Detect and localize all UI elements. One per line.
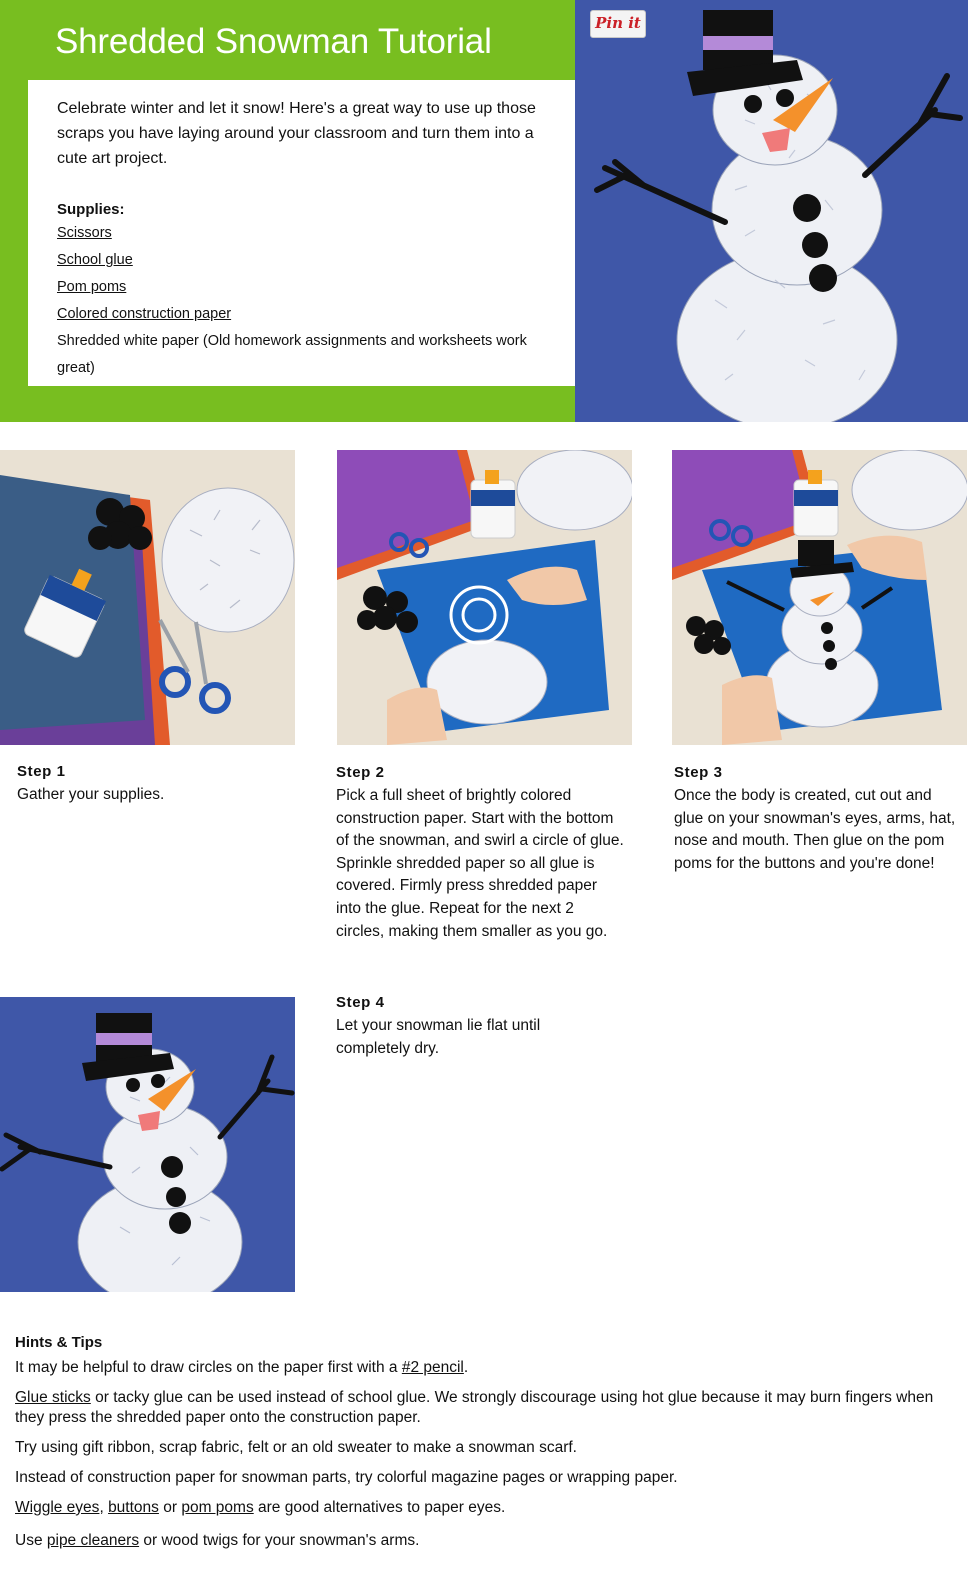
decorate-snowman-illustration [672, 450, 967, 745]
glue-swirl-illustration [337, 450, 632, 745]
step4-text: Let your snowman lie flat until completely dry. [336, 1017, 541, 1057]
finished-snowman-illustration [0, 997, 295, 1292]
supply-link-pom-poms[interactable]: Pom poms [57, 279, 127, 295]
step3-text: Once the body is created, cut out and glue on your snowman's eyes, arms, hat, nose and mouth. Then glue on the pom poms for the buttons and you're done! [674, 787, 956, 872]
snowman-illustration [575, 0, 968, 422]
hint-2 [15, 1388, 955, 1428]
step4-title: Step 4 [336, 994, 385, 1011]
hints-section [15, 1334, 955, 1561]
wiggle-eyes-link[interactable]: Wiggle eyes [15, 1499, 100, 1516]
hint-5-sep2: or [158, 1499, 182, 1516]
intro-card [28, 80, 575, 386]
supplies-illustration [0, 450, 295, 745]
step4-photo [0, 997, 295, 1292]
hint-6-pre: Use [15, 1532, 47, 1549]
hint-1 [15, 1358, 955, 1378]
supplies-list [57, 220, 565, 382]
hint-5-sep1: , [99, 1499, 109, 1516]
hint-1-end: . [463, 1359, 469, 1376]
pin-it-button[interactable]: Pin it [590, 10, 646, 38]
hint-5-text: are good alternatives to paper eyes. [253, 1499, 506, 1516]
supplies-heading: Supplies: [57, 201, 125, 218]
step2-title: Step 2 [336, 764, 385, 781]
hint-2-text: or tacky glue can be used instead of school glue. We strongly discourage using hot glue because it may burn fingers when they press the shredded paper onto the construction paper. [15, 1389, 934, 1426]
hint-3: Try using gift ribbon, scrap fabric, felt or an old sweater to make a snowman scarf. [15, 1439, 577, 1456]
step2-text: Pick a full sheet of brightly colored construction paper. Start with the bottom of the snowman, and swirl a circle of glue. Sprinkle shredded paper so all glue is covered. Firmly press shredded paper into the glue. Repeat for the next 2 circles, making them smaller as you go. [336, 787, 624, 940]
buttons-link[interactable]: buttons [108, 1499, 159, 1516]
pencil-link[interactable]: #2 pencil [401, 1359, 464, 1376]
supply-link-school-glue[interactable]: School glue [57, 252, 133, 268]
header-panel [0, 0, 575, 422]
hint-5 [15, 1498, 955, 1518]
step1-title: Step 1 [17, 763, 66, 780]
pipe-cleaners-link[interactable]: pipe cleaners [46, 1532, 140, 1549]
hint-6-text: or wood twigs for your snowman's arms. [139, 1532, 420, 1549]
supply-shredded-paper: Shredded white paper (Old homework assignments and worksheets work great) [57, 333, 527, 376]
step2-photo [337, 450, 632, 745]
hint-1-text: It may be helpful to draw circles on the paper first with a [15, 1359, 402, 1376]
step3-photo [672, 450, 967, 745]
pom-poms-link[interactable]: pom poms [181, 1499, 254, 1516]
hero-snowman-photo [575, 0, 968, 422]
supply-link-scissors[interactable]: Scissors [57, 225, 112, 241]
hint-6 [15, 1531, 955, 1551]
step1-photo [0, 450, 295, 745]
glue-sticks-link[interactable]: Glue sticks [15, 1389, 91, 1406]
intro-text: Celebrate winter and let it snow! Here's a great way to use up those scraps you have laying around your classroom and turn them into a cute art project. [57, 100, 536, 167]
supply-link-construction-paper[interactable]: Colored construction paper [57, 306, 232, 322]
step3-title: Step 3 [674, 764, 723, 781]
page-title: Shredded Snowman Tutorial [55, 22, 492, 61]
hints-title: Hints & Tips [15, 1334, 103, 1351]
step1-text: Gather your supplies. [17, 786, 165, 803]
hint-4: Instead of construction paper for snowman parts, try colorful magazine pages or wrapping paper. [15, 1469, 678, 1486]
